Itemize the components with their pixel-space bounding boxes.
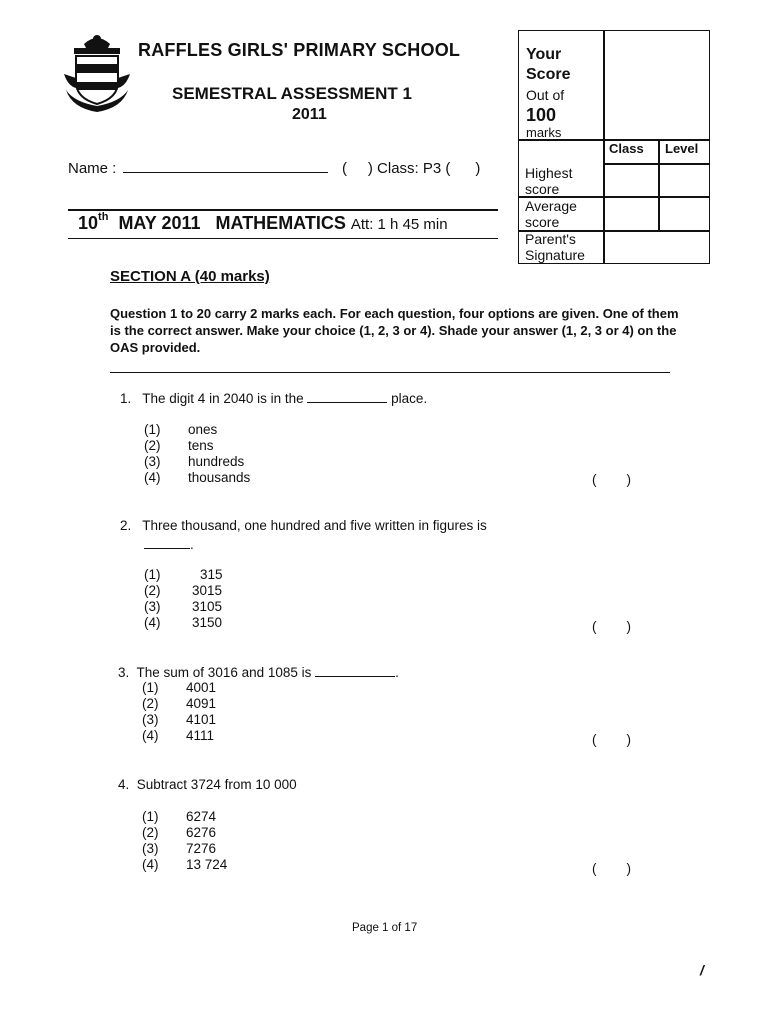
option-row xyxy=(142,728,214,743)
option-value: tens xyxy=(188,438,214,453)
answer-blank xyxy=(307,390,387,403)
option-row xyxy=(142,857,227,872)
option-row xyxy=(142,841,216,856)
question-1 xyxy=(120,390,427,406)
section-title: SECTION A (40 marks) xyxy=(110,268,270,285)
option-value: 3105 xyxy=(192,599,223,614)
answer-blank xyxy=(144,536,190,549)
option-number: (1) xyxy=(144,422,161,437)
bottom-divider xyxy=(68,238,498,239)
question-3 xyxy=(118,664,399,680)
question-text: The digit 4 in 2040 is in the xyxy=(142,391,304,406)
exam-day: 10 xyxy=(78,213,99,233)
option-number: (4) xyxy=(142,857,159,872)
index-open-paren: ( xyxy=(342,160,348,177)
exam-day-suffix: th xyxy=(98,211,109,223)
exam-duration: Att: 1 h 45 min xyxy=(350,216,448,233)
instructions-divider xyxy=(110,372,670,373)
option-number: (3) xyxy=(144,454,161,469)
option-number: (2) xyxy=(144,583,161,598)
option-value: 3150 xyxy=(192,615,223,630)
answer-bracket[interactable]: ( ) xyxy=(592,732,631,747)
question-number: 4. xyxy=(118,777,130,792)
answer-bracket[interactable]: ( ) xyxy=(592,861,631,876)
parent-signature-label-2: Signature xyxy=(525,247,585,263)
name-label: Name : xyxy=(68,160,117,177)
question-number: 3. xyxy=(118,665,130,680)
option-number: (1) xyxy=(144,567,161,582)
average-score-label-2: score xyxy=(525,214,560,230)
score-label: Score xyxy=(526,66,571,83)
class-close-paren: ) xyxy=(475,160,481,177)
exam-year: 2011 xyxy=(292,106,327,123)
score-box xyxy=(518,30,710,264)
option-row xyxy=(144,470,250,485)
option-value: thousands xyxy=(188,470,251,485)
option-value: ones xyxy=(188,422,218,437)
name-class-row xyxy=(68,158,480,177)
school-crest-logo xyxy=(62,30,132,116)
question-text-end: . xyxy=(190,537,194,552)
option-value: hundreds xyxy=(188,454,245,469)
option-number: (4) xyxy=(144,615,161,630)
parent-signature-label-1: Parent's xyxy=(525,231,576,247)
option-row xyxy=(144,422,217,437)
option-value: 4001 xyxy=(186,680,217,695)
total-marks: 100 xyxy=(526,105,557,125)
option-number: (3) xyxy=(144,599,161,614)
question-text: The sum of 3016 and 1085 is xyxy=(136,665,312,680)
option-number: (1) xyxy=(142,809,159,824)
option-value: 7276 xyxy=(186,841,217,856)
out-of-label: Out of xyxy=(526,87,565,103)
option-number: (2) xyxy=(142,696,159,711)
option-row xyxy=(144,454,244,469)
answer-blank xyxy=(315,664,395,677)
exam-subject: MATHEMATICS xyxy=(215,213,346,233)
exam-month-year: MAY 2011 xyxy=(118,213,201,233)
option-row xyxy=(142,825,216,840)
marks-label: marks xyxy=(526,125,562,140)
answer-bracket[interactable]: ( ) xyxy=(592,472,631,487)
option-row xyxy=(144,567,223,582)
option-number: (4) xyxy=(144,470,161,485)
class-label: ) Class: P3 ( xyxy=(367,160,451,177)
question-text-end: place. xyxy=(391,391,428,406)
question-2-blank-line xyxy=(144,536,194,552)
question-text: Subtract 3724 from 10 000 xyxy=(136,777,297,792)
option-value: 4091 xyxy=(186,696,217,711)
top-divider xyxy=(68,209,498,211)
exam-title: SEMESTRAL ASSESSMENT 1 xyxy=(172,84,412,103)
option-number: (4) xyxy=(142,728,159,743)
question-text: Three thousand, one hundred and five written in figures is xyxy=(142,518,487,533)
highest-score-label-1: Highest xyxy=(525,165,573,181)
level-column-header: Level xyxy=(665,141,699,156)
question-text-end: . xyxy=(395,665,399,680)
section-instructions: Question 1 to 20 carry 2 marks each. For each question, four options are given. One of them is the correct answer. Make your choice (1, 2, 3 or 4). Shade your answer (1, 2, 3 or 4) on the OAS provided. xyxy=(110,306,679,355)
school-name: RAFFLES GIRLS' PRIMARY SCHOOL xyxy=(138,40,461,60)
option-row xyxy=(144,615,222,630)
option-value: 4101 xyxy=(186,712,217,727)
option-number: (2) xyxy=(144,438,161,453)
question-4 xyxy=(118,777,297,792)
option-value: 6276 xyxy=(186,825,217,840)
option-value: 3015 xyxy=(192,583,223,598)
option-value: 4111 xyxy=(186,728,215,743)
class-column-header: Class xyxy=(609,141,644,156)
question-2 xyxy=(120,518,487,533)
option-number: (2) xyxy=(142,825,159,840)
highest-score-label-2: score xyxy=(525,181,560,197)
option-row xyxy=(142,696,216,711)
option-row xyxy=(142,809,216,824)
average-score-label-1: Average xyxy=(525,198,577,214)
question-number: 1. xyxy=(120,391,132,406)
option-number: (3) xyxy=(142,841,159,856)
pen-mark: / xyxy=(700,962,704,978)
option-value: 13 724 xyxy=(186,857,228,872)
option-row xyxy=(142,680,216,695)
option-number: (1) xyxy=(142,680,159,695)
name-blank-line[interactable] xyxy=(123,158,328,173)
your-label: Your xyxy=(526,46,562,63)
option-value: 6274 xyxy=(186,809,217,824)
option-row xyxy=(142,712,216,727)
option-row xyxy=(144,583,222,598)
option-row xyxy=(144,599,222,614)
option-row xyxy=(144,438,214,453)
option-value: 315 xyxy=(200,567,223,582)
option-number: (3) xyxy=(142,712,159,727)
page-number: Page 1 of 17 xyxy=(352,922,418,934)
question-number: 2. xyxy=(120,518,132,533)
answer-bracket[interactable]: ( ) xyxy=(592,619,631,634)
exam-date-line xyxy=(78,213,448,234)
